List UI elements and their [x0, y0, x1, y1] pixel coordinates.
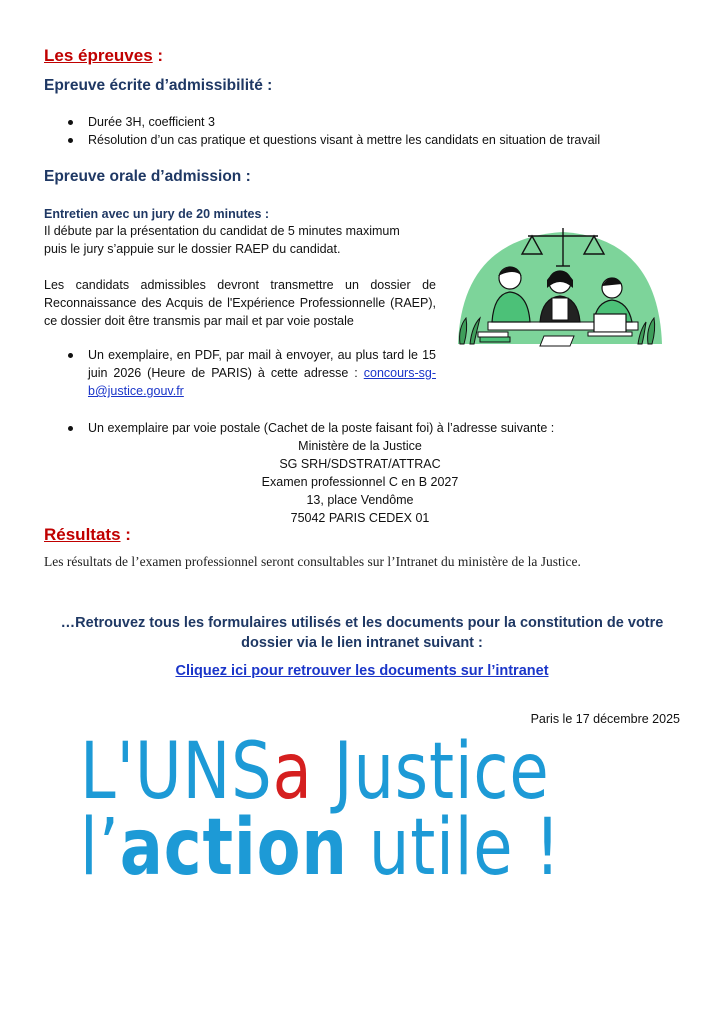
unsa-justice-logo: [80, 727, 667, 893]
list-item: Un exemplaire, en PDF, par mail à envoyer, au plus tard le 15 juin 2026 (Heure de PARIS) à cette adresse : concours-sg-b@justice.gouv.fr: [60, 346, 436, 400]
orale-title: Epreuve orale d’admission :: [44, 168, 251, 185]
raep-paragraph: Les candidats admissibles devront transmettre un dossier de Reconnaissance des Acquis de l'Expérience Professionnelle (RAEP), ce dossier doit être transmis par mail et par voie postale: [44, 278, 436, 328]
laptop-icon: [588, 314, 632, 336]
jury-illustration: [448, 218, 668, 358]
orale-line2: puis le jury s’appuie sur le dossier RAEP du candidat.: [44, 242, 341, 256]
resultats-text: Les résultats de l’examen professionnel seront consultables sur l’Intranet du ministère de la Justice.: [44, 554, 581, 569]
epreuves-label: Les épreuves: [44, 46, 153, 65]
resultats-label: Résultats: [44, 525, 121, 544]
intranet-link[interactable]: Cliquez ici pour retrouver les documents sur l’intranet: [175, 663, 549, 679]
section-title-epreuves: Les épreuves :: [44, 46, 164, 65]
address-line: Ministère de la Justice: [298, 439, 422, 453]
address-line: Examen professionnel C en B 2027: [261, 475, 459, 489]
address-line: 75042 PARIS CEDEX 01: [290, 511, 430, 525]
section-title-resultats: Résultats :: [44, 525, 131, 544]
ecrite-bullets: [60, 113, 700, 149]
list-item: Durée 3H, coefficient 3: [60, 113, 700, 131]
orale-subtitle: Entretien avec un jury de 20 minutes :: [44, 207, 270, 221]
cta-line1: …Retrouvez tous les formulaires utilisés et les documents pour la constitution de votre: [60, 615, 664, 631]
address-line: SG SRH/SDSTRAT/ATTRAC: [279, 457, 441, 471]
orale-line1: Il débute par la présentation du candidat de 5 minutes maximum: [44, 224, 400, 238]
list-item: Un exemplaire par voie postale (Cachet de la poste faisant foi) à l’adresse suivante :: [60, 419, 700, 437]
cta-link-wrapper: [20, 662, 704, 680]
document-icon: [540, 336, 574, 346]
postal-bullet: [60, 419, 700, 437]
email-link[interactable]: concours-sg-b@justice.gouv.fr: [88, 366, 436, 398]
pdf-bullet: [60, 346, 436, 400]
logo-line-2: l’action utile !: [80, 803, 562, 893]
list-item: Résolution d’un cas pratique et questions visant à mettre les candidats en situation de travail: [60, 131, 700, 149]
cta-text: [20, 613, 704, 653]
date-line: Paris le 17 décembre 2025: [530, 712, 680, 726]
books-icon: [478, 332, 510, 342]
ecrite-title: Epreuve écrite d’admissibilité :: [44, 77, 273, 94]
postal-address: [160, 437, 560, 527]
cta-line2: dossier via le lien intranet suivant :: [241, 635, 483, 651]
address-line: 13, place Vendôme: [306, 493, 414, 507]
logo-line-1: L'UNSa Justice: [80, 727, 550, 817]
